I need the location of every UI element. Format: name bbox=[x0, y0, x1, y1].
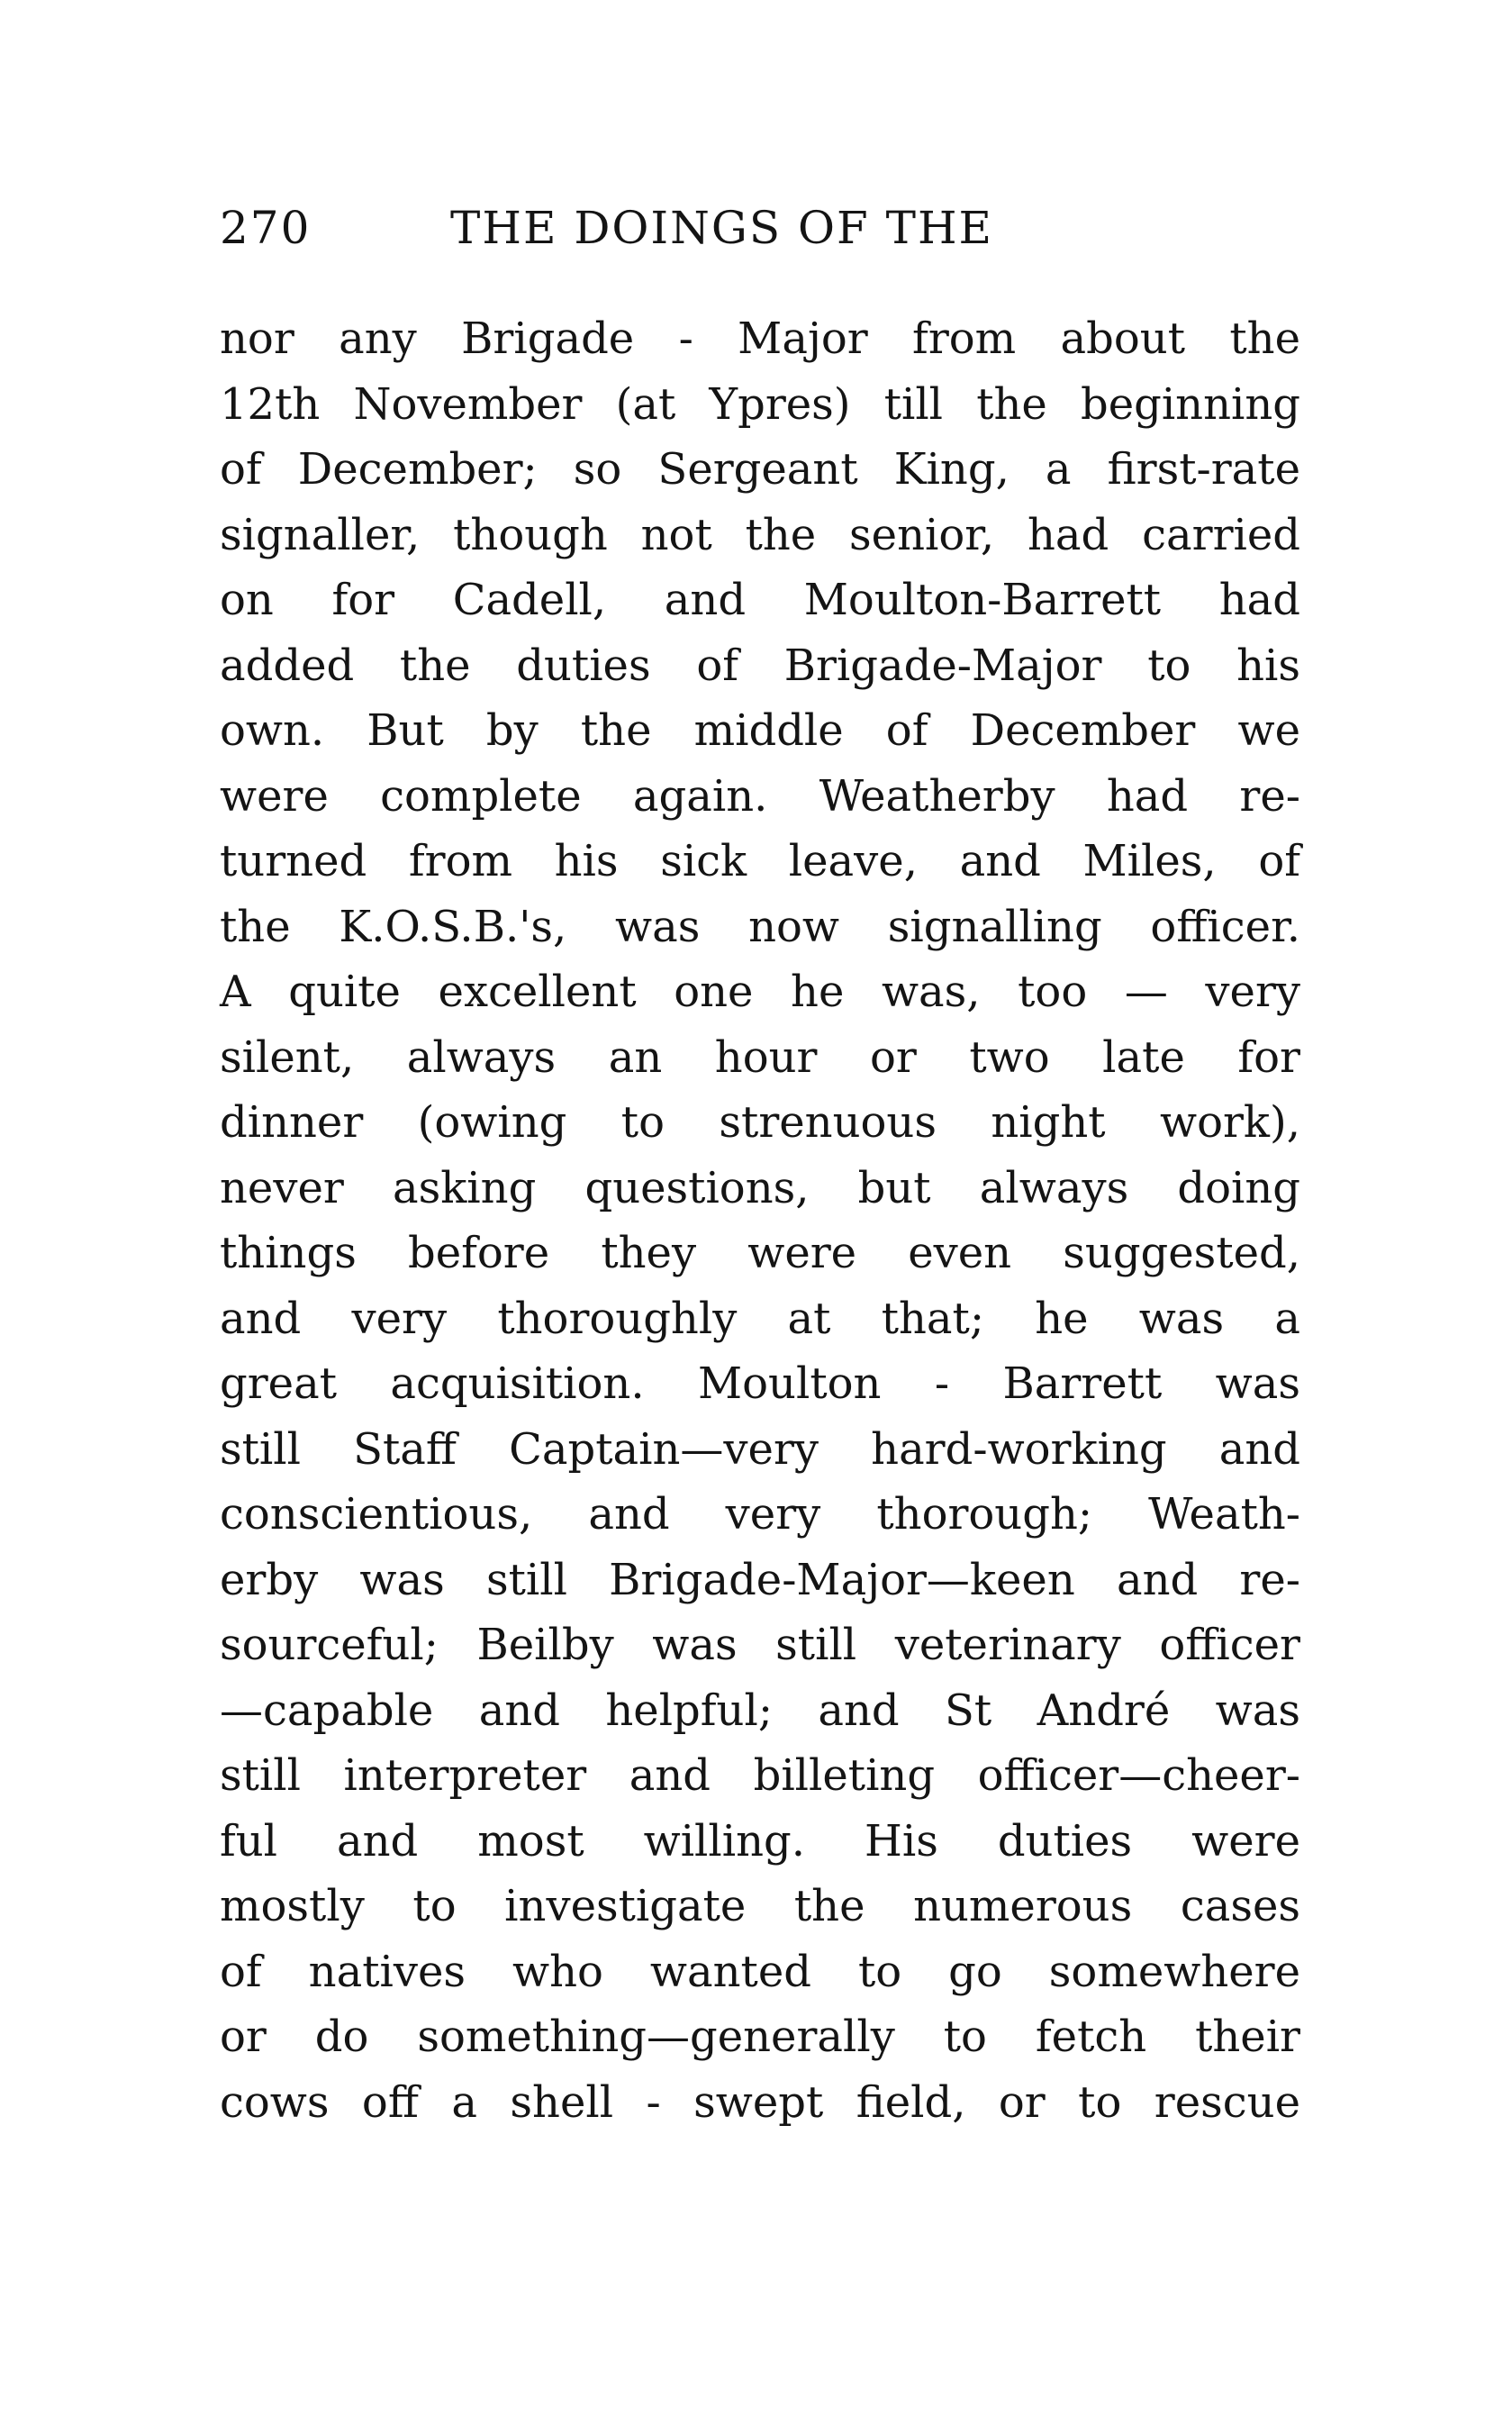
text-line: of December; so Sergeant King, a first-rate bbox=[220, 444, 1300, 495]
text-line: erby was still Brigade-Major—keen and re- bbox=[220, 1554, 1300, 1605]
text-line: still Staff Captain—very hard-working and bbox=[220, 1423, 1300, 1475]
running-head bbox=[220, 196, 1120, 259]
text-line: still interpreter and billeting officer—cheer- bbox=[220, 1750, 1300, 1801]
text-line: signaller, though not the senior, had carried bbox=[220, 509, 1300, 560]
text-line: on for Cadell, and Moulton-Barrett had bbox=[220, 575, 1300, 625]
text-line: conscientious, and very thorough; Weath- bbox=[220, 1489, 1300, 1540]
page-number: 270 bbox=[220, 202, 312, 254]
text-line: never asking questions, but always doing bbox=[220, 1162, 1300, 1213]
text-line: silent, always an hour or two late for bbox=[220, 1031, 1300, 1083]
text-line: added the duties of Brigade-Major to his bbox=[220, 640, 1300, 691]
text-line: were complete again. Weatherby had re- bbox=[220, 770, 1300, 822]
text-line: —capable and helpful; and St André was bbox=[220, 1685, 1300, 1736]
text-line: turned from his sick leave, and Miles, of bbox=[220, 836, 1300, 886]
text-line: mostly to investigate the numerous cases bbox=[220, 1881, 1300, 1931]
text-line: great acquisition. Moulton - Barrett was bbox=[220, 1358, 1300, 1409]
text-line: things before they were even suggested, bbox=[220, 1228, 1300, 1278]
text-line: sourceful; Beilby was still veterinary officer bbox=[220, 1620, 1300, 1670]
running-title: THE DOINGS OF THE bbox=[450, 202, 994, 254]
text-line: cows off a shell - swept field, or to rescue bbox=[220, 2076, 1300, 2128]
text-line: own. But by the middle of December we bbox=[220, 705, 1300, 756]
text-line: or do something—generally to fetch their bbox=[220, 2012, 1300, 2062]
text-line: of natives who wanted to go somewhere bbox=[220, 1946, 1300, 1997]
text-line: A quite excellent one he was, too — very bbox=[220, 967, 1300, 1017]
text-line: the K.O.S.B.'s, was now signalling officer. bbox=[220, 901, 1300, 952]
body-text bbox=[220, 306, 1300, 2135]
text-line: 12th November (at Ypres) till the beginning bbox=[220, 378, 1300, 430]
text-line: ful and most willing. His duties were bbox=[220, 1815, 1300, 1866]
text-line: nor any Brigade - Major from about the bbox=[220, 313, 1300, 364]
text-line: and very thoroughly at that; he was a bbox=[220, 1293, 1300, 1344]
text-line: dinner (owing to strenuous night work), bbox=[220, 1097, 1300, 1148]
